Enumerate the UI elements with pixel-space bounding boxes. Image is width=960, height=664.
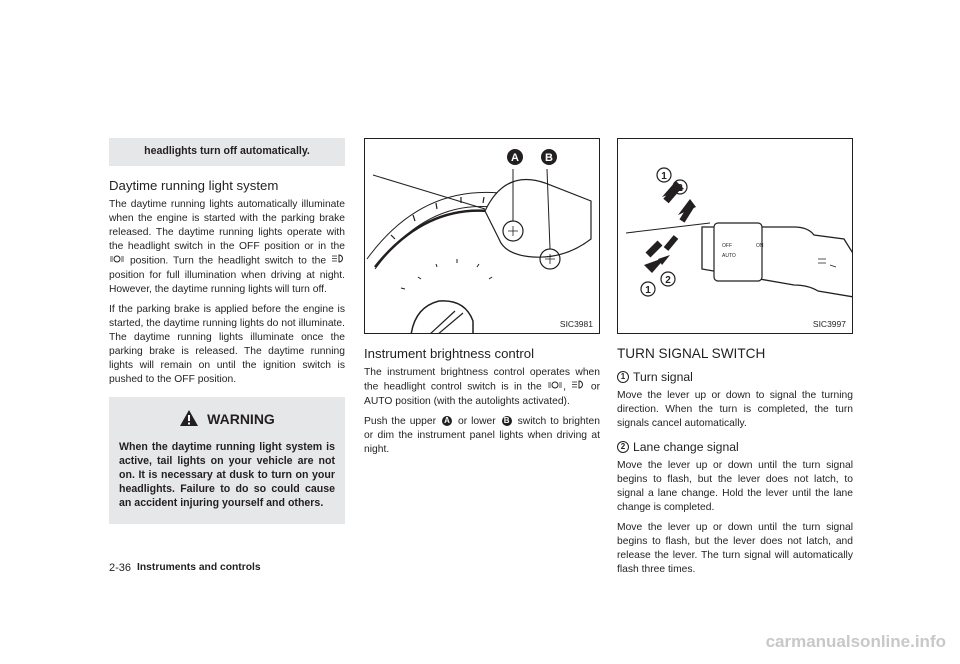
- callout-a-label: A: [511, 152, 519, 164]
- instrument-panel-illustration: [365, 139, 600, 334]
- figure-code: SIC3997: [812, 319, 846, 329]
- fig-num-1-up: 1: [661, 171, 667, 182]
- lane-change-text-2: Move the lever up or down until the turn signal begins to flash, but the lever does not latch, and release the lever. The turn signal will automatically flash three times.: [617, 522, 853, 575]
- fig-num-2-down: 2: [665, 275, 671, 286]
- warning-box: [109, 397, 345, 524]
- turn-signal-text: Move the lever up or down to signal the turning direction. When the turn is completed, the turn signals cancel automatically.: [617, 390, 853, 429]
- turn-signal-subtitle: Turn signal: [633, 370, 693, 384]
- brightness-para1-part-b: ,: [563, 381, 567, 393]
- turn-signal-figure: [617, 138, 853, 334]
- page-footer: [109, 562, 261, 574]
- parking-light-icon: [547, 380, 563, 394]
- turn-signal-illustration: [618, 139, 853, 334]
- headlight-icon: [331, 254, 345, 268]
- warning-triangle-icon: [179, 409, 199, 430]
- watermark: carmanualsonline.info: [765, 632, 946, 651]
- right-column: [617, 138, 853, 583]
- drl-paragraph-2: If the parking brake is applied before the engine is started, the daytime running lights do not illuminate. The daytime running lights illuminate once the parking brake is released. The daytime running lights will remain on until the ignition switch is pushed to the OFF position.: [109, 303, 345, 385]
- figure-code: SIC3981: [559, 319, 593, 329]
- drl-para1-part-b: position. Turn the headlight switch to the: [129, 255, 327, 267]
- turn-signal-heading: TURN SIGNAL SWITCH: [617, 346, 766, 361]
- drl-heading: Daytime running light system: [109, 178, 279, 193]
- turn-signal-subheading: [617, 370, 853, 384]
- lever-label-on: ON: [756, 243, 764, 249]
- section-name: Instruments and controls: [137, 562, 261, 573]
- lane-change-subtitle: Lane change signal: [633, 440, 739, 454]
- brightness-heading: Instrument brightness control: [364, 346, 535, 361]
- left-column: [109, 138, 345, 524]
- callout-a-badge: A: [442, 416, 452, 426]
- drl-para1-part-c: position for full illumination when driving at night. However, the daytime running lights will turn off.: [109, 269, 345, 295]
- parking-light-icon: [109, 254, 125, 268]
- lane-change-text-1: Move the lever up or down until the turn signal begins to flash, but the lever does not latch, to signal a lane change. Hold the lever until the lane change is completed.: [617, 460, 853, 513]
- lever-label-off: OFF: [722, 243, 732, 249]
- step-number-1: 1: [617, 371, 629, 383]
- instrument-panel-figure: [364, 138, 600, 334]
- fig-num-1-down: 1: [645, 285, 651, 296]
- brightness-paragraph-1: [364, 366, 600, 409]
- brightness-para2-part-a: Push the upper: [364, 415, 437, 427]
- drl-paragraph-1: [109, 198, 345, 297]
- brightness-para2-part-b: or lower: [457, 415, 496, 427]
- step-number-2: 2: [617, 441, 629, 453]
- continued-warning-text: headlights turn off automatically.: [144, 145, 310, 157]
- headlight-icon: [571, 380, 585, 394]
- drl-para1-part-a: The daytime running lights automatically illuminate when the engine is started with the parking brake released. The daytime running lights operate with the headlight switch in the OFF position or in the: [109, 199, 345, 252]
- warning-title: WARNING: [207, 411, 275, 428]
- brightness-para1-part-a: The instrument brightness control operates when the headlight control switch is in the: [364, 367, 600, 393]
- callout-b-badge: B: [502, 416, 512, 426]
- warning-header: [119, 409, 335, 430]
- brightness-para2-part-c: switch to brighten or dim the instrument panel lights when driving at night.: [364, 415, 600, 455]
- lever-label-auto: AUTO: [722, 253, 736, 259]
- warning-text: When the daytime running light system is active, tail lights on your vehicle are not on. It is necessary at dusk to turn on your headlights. Failure to do so could cause an accident injuring yourself and others.: [119, 440, 335, 509]
- brightness-paragraph-2: [364, 415, 600, 457]
- fig-num-2-up: 2: [677, 183, 683, 194]
- middle-column: [364, 138, 600, 463]
- callout-b-label: B: [545, 152, 553, 164]
- continued-warning-box: [109, 138, 345, 166]
- brightness-para1-part-c: or AUTO position (with the autolights activated).: [364, 381, 600, 407]
- page-number: 2-36: [109, 562, 132, 574]
- lane-change-subheading: [617, 440, 853, 454]
